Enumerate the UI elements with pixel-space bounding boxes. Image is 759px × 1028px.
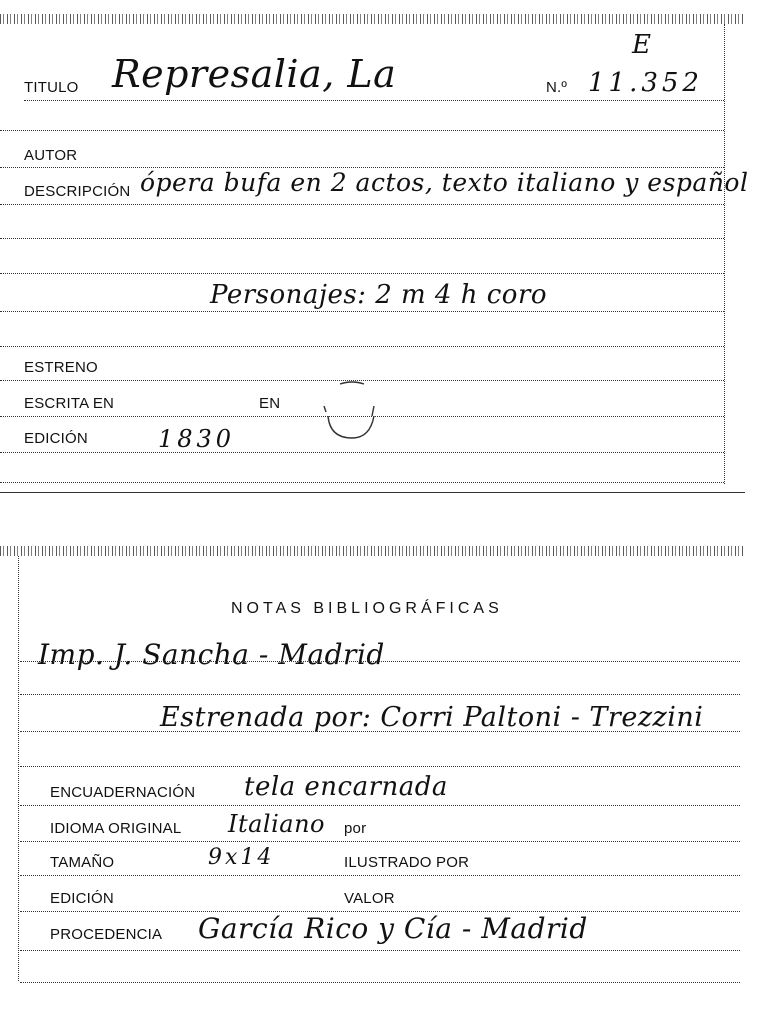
rule-procedencia <box>20 950 740 951</box>
label-edicion: EDICIÓN <box>24 430 88 447</box>
handwritten-personajes: Personajes: 2 m 4 h coro <box>210 280 548 310</box>
rule-titulo <box>24 100 724 101</box>
label-procedencia: PROCEDENCIA <box>50 926 163 943</box>
label-estreno: ESTRENO <box>24 359 98 376</box>
rule-bottom <box>20 982 740 983</box>
label-encuadernacion: ENCUADERNACIÓN <box>50 784 196 801</box>
label-idioma-original: IDIOMA ORIGINAL <box>50 820 182 837</box>
card-right-border <box>724 24 725 484</box>
label-autor: AUTOR <box>24 147 78 164</box>
rule-blank-3 <box>0 273 724 274</box>
card-left-border <box>18 556 19 981</box>
notes-header: NOTAS BIBLIOGRÁFICAS <box>231 600 503 617</box>
rule-personajes <box>0 311 724 312</box>
handwritten-idioma: Italiano <box>228 810 325 838</box>
rule-tamano <box>20 875 740 876</box>
card-top-edge <box>0 14 745 24</box>
handwritten-titulo: Represalia, La <box>112 52 397 96</box>
handwritten-edicion: 1830 <box>158 425 236 453</box>
rule-notes-2 <box>20 694 740 695</box>
rule-idioma <box>20 841 740 842</box>
rule-encuadernacion <box>20 805 740 806</box>
rule-notes-4 <box>20 766 740 767</box>
handwritten-note-estrenada: Estrenada por: Corri Paltoni - Trezzini <box>160 702 704 733</box>
handwritten-tamano: 9x14 <box>208 845 275 870</box>
catalog-card-front <box>0 0 759 500</box>
handwritten-encuadernacion: tela encarnada <box>244 772 448 802</box>
rule-edicion <box>0 452 724 453</box>
label-valor: VALOR <box>344 890 395 907</box>
handwritten-procedencia: García Rico y Cía - Madrid <box>198 912 588 945</box>
label-numero: N.º <box>546 79 568 96</box>
label-escrita-en: ESCRITA EN <box>24 395 115 412</box>
card-top-edge <box>0 546 745 556</box>
rule-notes-1 <box>20 661 740 662</box>
rule-blank-2 <box>0 238 724 239</box>
handwritten-numero: 11.352 <box>588 68 703 98</box>
rule-bottom-dotted <box>0 482 724 483</box>
label-en: EN <box>259 395 281 412</box>
card-bottom-edge <box>0 492 745 493</box>
rule-descripcion <box>0 204 724 205</box>
label-edicion-back: EDICIÓN <box>50 890 114 907</box>
handwritten-note-imprenta: Imp. J. Sancha - Madrid <box>38 638 385 671</box>
handwritten-numero-mark: E <box>632 30 652 60</box>
label-por: por <box>344 820 367 837</box>
label-titulo: TITULO <box>24 79 79 96</box>
label-tamano: TAMAÑO <box>50 854 115 871</box>
rule-blank-1 <box>0 130 724 131</box>
stamp-mark <box>318 376 384 446</box>
label-ilustrado-por: ILUSTRADO POR <box>344 854 470 871</box>
rule-blank-4 <box>0 346 724 347</box>
handwritten-descripcion: ópera bufa en 2 actos, texto italiano y español <box>140 168 749 197</box>
catalog-card-back <box>0 530 759 1028</box>
rule-notes-3 <box>20 731 740 732</box>
label-descripcion: DESCRIPCIÓN <box>24 183 131 200</box>
